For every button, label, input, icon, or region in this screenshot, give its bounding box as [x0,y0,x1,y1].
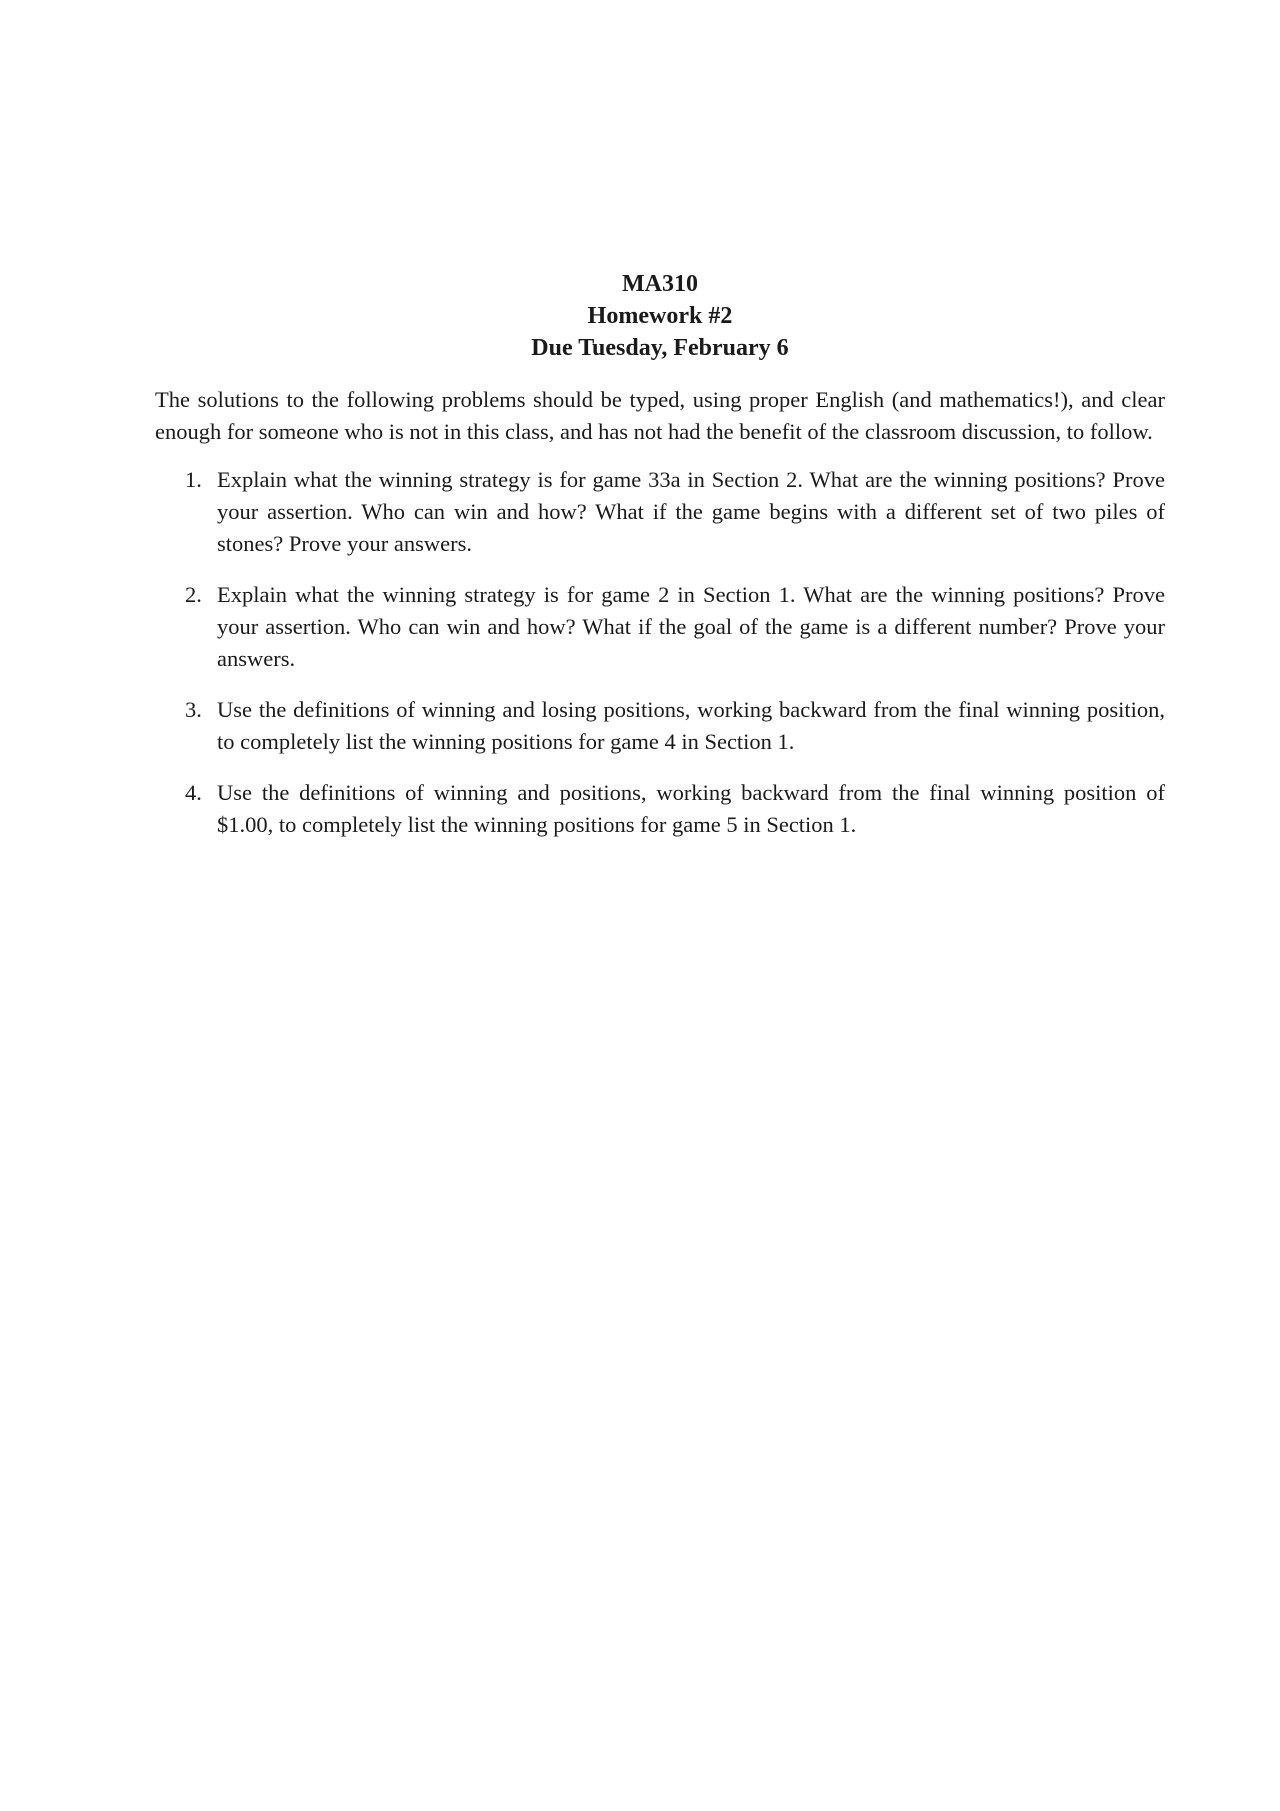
assignment-title: Homework #2 [587,303,733,329]
problem-number: 4. [185,780,202,805]
problem-number: 2. [185,582,202,607]
document-page [155,268,1165,860]
problem-text: Explain what the winning strategy is for game 33a in Section 2. What are the winning positions? Prove your assertion. Who can win and how? What if the game begins with a different set of two piles of stones? Prove your answers. [217,467,1165,556]
intro-paragraph: The solutions to the following problems should be typed, using proper English (and mathematics!), and clear enough for someone who is not in this class, and has not had the benefit of the classroom discussion, to follow. [155,387,1165,444]
problem-item [153,694,1165,758]
problem-item [153,579,1165,675]
problem-text: Explain what the winning strategy is for game 2 in Section 1. What are the winning positions? Prove your assertion. Who can win and how? What if the goal of the game is a different number? Prove your answers. [217,582,1165,671]
due-date: Due Tuesday, February 6 [531,335,789,361]
problem-number: 1. [185,467,202,492]
problem-number: 3. [185,697,202,722]
problem-text: Use the definitions of winning and losing positions, working backward from the final winning position, to completely list the winning positions for game 4 in Section 1. [217,697,1165,754]
problem-text: Use the definitions of winning and positions, working backward from the final winning position of $1.00, to completely list the winning positions for game 5 in Section 1. [217,780,1165,837]
problem-list [155,464,1165,841]
title-block [155,268,1165,364]
problem-item [153,464,1165,560]
course-title: MA310 [622,271,698,297]
problem-item [153,777,1165,841]
